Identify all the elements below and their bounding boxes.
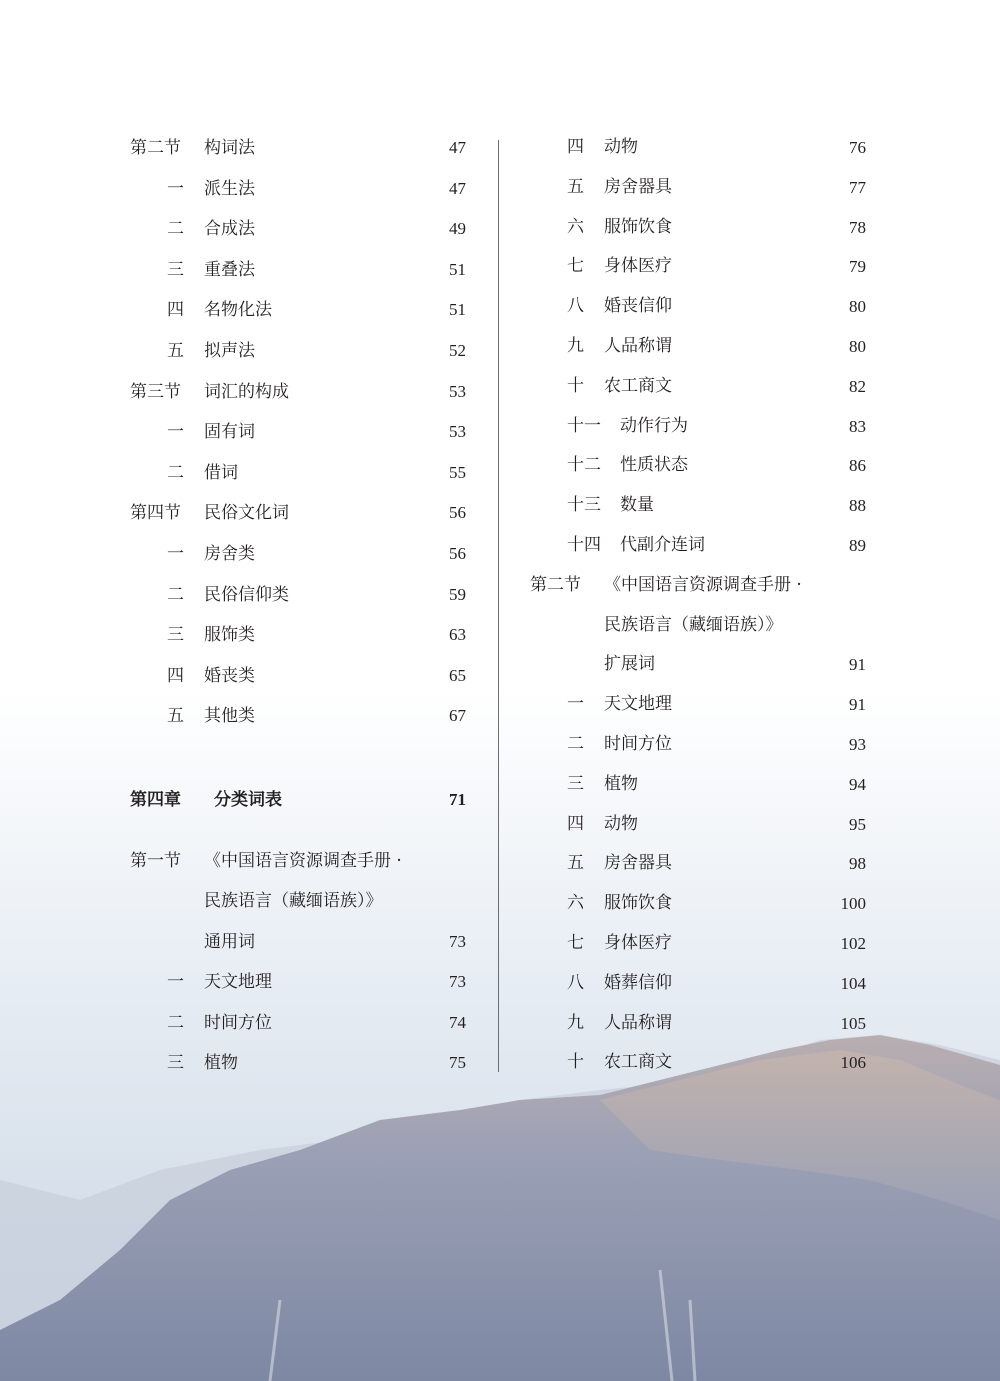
toc-entry-page: 78	[849, 217, 866, 237]
toc-entry-page: 53	[449, 381, 466, 401]
toc-entry[interactable]	[530, 208, 866, 248]
toc-entry-page: 91	[849, 655, 866, 675]
toc-entry-page: 51	[449, 300, 466, 320]
toc-entry-number: 第四节	[130, 503, 181, 524]
toc-entry-page: 73	[449, 931, 466, 951]
toc-entry[interactable]	[130, 1043, 466, 1084]
toc-entry[interactable]	[130, 290, 466, 331]
toc-entry-number: 二	[567, 733, 584, 754]
toc-entry-title: 构词法	[204, 138, 255, 158]
toc-entry-page: 86	[849, 456, 866, 476]
toc-entry-page: 71	[449, 789, 466, 809]
toc-entry[interactable]	[130, 453, 466, 494]
toc-entry[interactable]	[130, 841, 466, 882]
toc-entry-title: 时间方位	[204, 1012, 272, 1033]
toc-entry-number: 一	[167, 543, 184, 564]
toc-entry-page: 89	[849, 535, 866, 555]
toc-entry-title: 代副介连词	[620, 534, 705, 555]
toc-entry-number: 八	[567, 296, 584, 317]
toc-entry-title: 时间方位	[604, 733, 672, 754]
toc-entry[interactable]	[130, 412, 466, 453]
toc-entry-page: 94	[849, 774, 866, 794]
toc-entry-title: 民族语言（藏缅语族）》	[604, 614, 783, 635]
toc-entry-number: 一	[167, 422, 184, 443]
toc-entry-title: 名物化法	[204, 300, 272, 321]
toc-entry[interactable]	[130, 881, 466, 922]
toc-entry-page: 53	[449, 422, 466, 442]
toc-entry[interactable]	[530, 407, 866, 447]
toc-entry-title: 民俗文化词	[204, 503, 289, 524]
toc-entry[interactable]	[130, 575, 466, 616]
toc-entry-page: 80	[849, 297, 866, 317]
toc-entry[interactable]	[130, 534, 466, 575]
toc-entry-number: 二	[167, 584, 184, 605]
toc-entry-title: 服饰饮食	[604, 216, 672, 237]
toc-entry-title: 农工商文	[604, 375, 672, 396]
toc-entry-number: 第一节	[130, 850, 181, 871]
toc-entry-title: 拟声法	[204, 340, 255, 361]
toc-entry-number: 五	[167, 340, 184, 361]
toc-entry-number: 十	[567, 1052, 584, 1073]
toc-entry-title: 动物	[604, 137, 638, 157]
toc-entry-number: 二	[167, 219, 184, 240]
toc-entry-title: 重叠法	[204, 259, 255, 280]
toc-entry-number: 十二	[567, 455, 601, 476]
toc-entry-number: 五	[567, 176, 584, 197]
toc-entry-title: 房舍类	[204, 543, 255, 564]
toc-entry-page: 83	[849, 416, 866, 436]
toc-entry[interactable]	[130, 780, 466, 821]
toc-entry-title: 词汇的构成	[204, 381, 289, 402]
toc-entry[interactable]	[530, 964, 866, 1004]
toc-entry-page: 77	[849, 177, 866, 197]
toc-entry-title: 分类词表	[214, 789, 282, 810]
toc-entry-number: 五	[167, 706, 184, 727]
toc-entry[interactable]	[130, 493, 466, 534]
toc-entry-page: 47	[449, 138, 466, 157]
toc-entry-number: 二	[167, 1012, 184, 1033]
toc-entry-page: 104	[840, 973, 866, 993]
toc-entry-page: 52	[449, 340, 466, 360]
toc-entry-title: 身体医疗	[604, 256, 672, 277]
toc-entry[interactable]	[530, 247, 866, 287]
toc-entry-title: 借词	[204, 462, 238, 483]
toc-entry-number: 第四章	[130, 789, 181, 810]
toc-entry-page: 95	[849, 814, 866, 834]
toc-entry-number: 九	[567, 1012, 584, 1033]
toc-entry-title: 服饰类	[204, 625, 255, 646]
toc-entry[interactable]	[130, 331, 466, 372]
toc-entry-page: 79	[849, 257, 866, 277]
toc-entry-number: 三	[167, 259, 184, 280]
toc-entry-title: 身体医疗	[604, 932, 672, 953]
toc-entry[interactable]	[130, 372, 466, 413]
toc-entry[interactable]	[130, 209, 466, 250]
toc-entry-title: 通用词	[204, 931, 255, 952]
toc-entry[interactable]	[530, 685, 866, 725]
toc-entry-title: 植物	[604, 773, 638, 794]
toc-left-column	[130, 128, 466, 1084]
toc-entry[interactable]	[530, 446, 866, 486]
toc-entry[interactable]	[530, 844, 866, 884]
toc-entry-title: 婚丧信仰	[604, 296, 672, 317]
toc-entry-title: 婚葬信仰	[604, 972, 672, 993]
toc-entry-page: 73	[449, 972, 466, 992]
toc-entry-page: 56	[449, 503, 466, 523]
toc-entry-title: 扩展词	[604, 654, 655, 675]
toc-entry-title: 性质状态	[620, 455, 688, 476]
toc-entry-number: 十四	[567, 534, 601, 555]
toc-entry[interactable]	[530, 1043, 866, 1083]
toc-entry-number: 第二节	[130, 138, 181, 158]
toc-entry-number: 三	[167, 1053, 184, 1074]
toc-entry-number: 四	[167, 665, 184, 686]
toc-entry-number: 十	[567, 375, 584, 396]
toc-entry[interactable]	[130, 169, 466, 210]
toc-entry-number: 二	[167, 462, 184, 483]
toc-entry-page: 102	[840, 933, 866, 953]
toc-entry-number: 四	[167, 300, 184, 321]
toc-entry-title: 民俗信仰类	[204, 584, 289, 605]
toc-entry[interactable]	[130, 1003, 466, 1044]
toc-entry-page: 82	[849, 376, 866, 396]
toc-entry[interactable]	[530, 924, 866, 964]
toc-entry-title: 动作行为	[620, 415, 688, 436]
toc-entry-number: 十一	[567, 415, 601, 436]
toc-entry[interactable]	[530, 327, 866, 367]
spacer	[130, 821, 466, 841]
toc-entry-page: 91	[849, 695, 866, 715]
toc-entry-number: 一	[567, 694, 584, 715]
toc-entry-title: 人品称谓	[604, 335, 672, 356]
toc-entry-number: 七	[567, 256, 584, 277]
toc-entry-number: 第三节	[130, 381, 181, 402]
toc-entry-number: 五	[567, 853, 584, 874]
toc-entry-page: 51	[449, 259, 466, 279]
toc-entry-number: 四	[567, 137, 584, 157]
toc-entry-number: 四	[567, 813, 584, 834]
toc-entry-title: 民族语言（藏缅语族）》	[204, 891, 383, 912]
toc-entry-title: 服饰饮食	[604, 893, 672, 914]
toc-entry-page: 100	[840, 894, 866, 914]
toc-entry-title: 派生法	[204, 178, 255, 199]
toc-entry-page: 93	[849, 734, 866, 754]
toc-entry-page: 80	[849, 336, 866, 356]
toc-entry[interactable]	[530, 128, 866, 168]
toc-entry[interactable]	[530, 486, 866, 526]
toc-entry-page: 98	[849, 854, 866, 874]
toc-entry[interactable]	[530, 645, 866, 685]
toc-entry-title: 《中国语言资源调查手册 ·	[604, 574, 802, 595]
toc-entry-title: 天文地理	[604, 694, 672, 715]
toc-entry-number: 一	[167, 972, 184, 993]
toc-entry[interactable]	[530, 725, 866, 765]
toc-entry-number: 三	[167, 625, 184, 646]
toc-entry[interactable]	[130, 656, 466, 697]
toc-entry[interactable]	[530, 168, 866, 208]
toc-entry-number: 三	[567, 773, 584, 794]
toc-entry[interactable]	[530, 765, 866, 805]
toc-entry-number: 八	[567, 972, 584, 993]
toc-entry[interactable]	[530, 805, 866, 845]
toc-entry[interactable]	[530, 1004, 866, 1044]
toc-entry-page: 76	[849, 138, 866, 157]
toc-entry-title: 天文地理	[204, 972, 272, 993]
toc-entry-page: 65	[449, 665, 466, 685]
toc-entry[interactable]	[530, 367, 866, 407]
toc-entry[interactable]	[130, 962, 466, 1003]
toc-entry-title: 农工商文	[604, 1052, 672, 1073]
toc-entry-number: 第二节	[530, 574, 581, 595]
toc-right-column	[530, 128, 866, 1083]
toc-entry[interactable]	[130, 250, 466, 291]
toc-entry-title: 合成法	[204, 219, 255, 240]
toc-entry-page: 63	[449, 625, 466, 645]
toc-entry-number: 七	[567, 932, 584, 953]
toc-entry-title: 婚丧类	[204, 665, 255, 686]
toc-entry-title: 房舍器具	[604, 853, 672, 874]
toc-entry-page: 105	[840, 1013, 866, 1033]
toc-entry-title: 数量	[620, 495, 654, 516]
toc-entry-page: 55	[449, 462, 466, 482]
toc-entry-number: 一	[167, 178, 184, 199]
spacer	[130, 737, 466, 780]
toc-entry[interactable]	[530, 606, 866, 646]
toc-entry[interactable]	[130, 922, 466, 963]
toc-entry-page: 56	[449, 543, 466, 563]
toc-entry[interactable]	[130, 696, 466, 737]
toc-entry[interactable]	[530, 287, 866, 327]
toc-entry-number: 十三	[567, 495, 601, 516]
toc-entry-number: 六	[567, 216, 584, 237]
toc-entry[interactable]	[130, 615, 466, 656]
toc-entry[interactable]	[530, 884, 866, 924]
toc-entry-number: 九	[567, 335, 584, 356]
toc-entry-page: 88	[849, 496, 866, 516]
toc-entry-title: 《中国语言资源调查手册 ·	[204, 850, 402, 871]
toc-entry-title: 固有词	[204, 422, 255, 443]
toc-entry-page: 47	[449, 178, 466, 198]
toc-entry[interactable]	[130, 128, 466, 169]
toc-entry-number: 六	[567, 893, 584, 914]
toc-entry[interactable]	[530, 566, 866, 606]
toc-entry-title: 房舍器具	[604, 176, 672, 197]
toc-entry-title: 人品称谓	[604, 1012, 672, 1033]
toc-entry-page: 59	[449, 584, 466, 604]
toc-entry[interactable]	[530, 526, 866, 566]
column-divider	[498, 140, 499, 1072]
toc-entry-title: 植物	[204, 1053, 238, 1074]
toc-entry-page: 75	[449, 1053, 466, 1073]
toc-entry-page: 74	[449, 1012, 466, 1032]
toc-entry-page: 67	[449, 706, 466, 726]
toc-entry-title: 动物	[604, 813, 638, 834]
toc-entry-title: 其他类	[204, 706, 255, 727]
toc-entry-page: 106	[840, 1053, 866, 1073]
toc-entry-page: 49	[449, 219, 466, 239]
